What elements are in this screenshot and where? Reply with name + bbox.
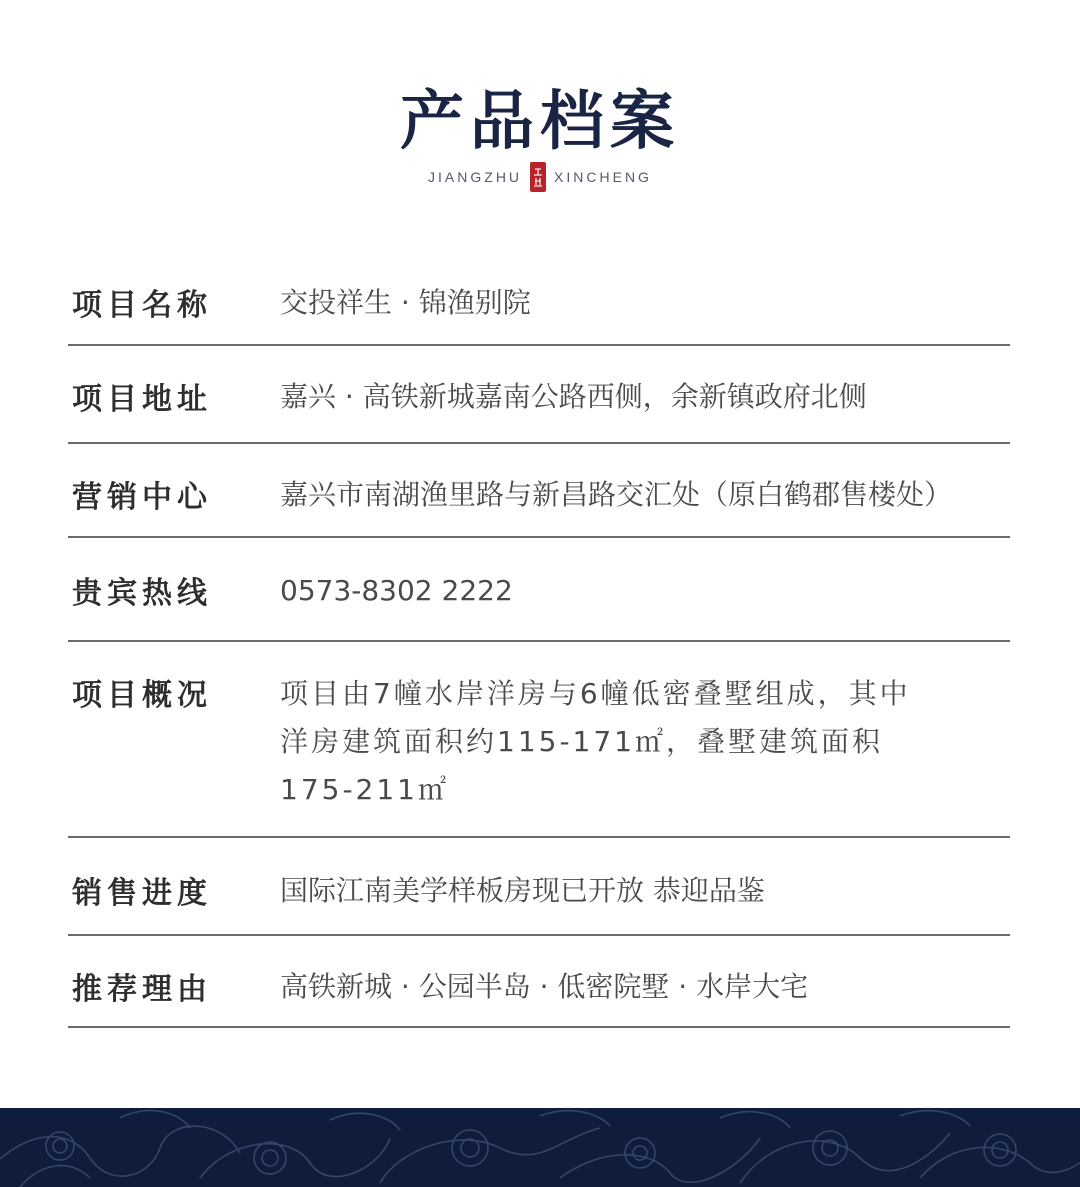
row-value: 国际江南美学样板房现已开放 恭迎品鉴 — [280, 874, 765, 907]
info-row-sales-center — [68, 444, 1010, 538]
row-label: 推荐理由 — [72, 972, 212, 1007]
row-label: 营销中心 — [72, 480, 212, 515]
info-row-hotline — [68, 538, 1010, 642]
page-title: 产品档案 — [400, 85, 680, 159]
info-table — [68, 250, 1010, 1028]
overview-line: 洋房建筑面积约115-171㎡，叠墅建筑面积 — [280, 725, 883, 758]
row-value: 交投祥生 · 锦渔别院 — [280, 286, 531, 319]
row-value: 0573-8302 2222 — [280, 574, 513, 607]
row-value — [280, 670, 1010, 814]
row-label: 贵宾热线 — [72, 576, 212, 611]
row-label: 项目地址 — [72, 382, 212, 417]
cloud-wave-pattern — [0, 1108, 1080, 1187]
info-row-reasons — [68, 936, 1010, 1028]
page-subtitle — [0, 162, 1080, 192]
row-label: 项目名称 — [72, 288, 212, 323]
row-value: 高铁新城 · 公园半岛 · 低密院墅 · 水岸大宅 — [280, 970, 809, 1003]
row-label: 销售进度 — [72, 876, 212, 911]
footer-banner — [0, 1108, 1080, 1187]
subtitle-left: JIANGZHU — [428, 169, 523, 185]
info-row-address — [68, 346, 1010, 444]
row-label: 项目概况 — [72, 678, 212, 713]
info-row-sales-progress — [68, 838, 1010, 936]
row-value: 嘉兴市南湖渔里路与新昌路交汇处（原白鹤郡售楼处） — [280, 478, 953, 511]
info-row-overview — [68, 642, 1010, 838]
overview-line: 项目由7幢水岸洋房与6幢低密叠墅组成，其中 — [280, 677, 911, 710]
row-value: 嘉兴 · 高铁新城嘉南公路西侧，余新镇政府北侧 — [280, 380, 867, 413]
subtitle-right: XINCHENG — [554, 169, 652, 185]
overview-line: 175-211㎡ — [280, 773, 449, 806]
info-row-name — [68, 250, 1010, 346]
seal-icon — [530, 162, 546, 192]
